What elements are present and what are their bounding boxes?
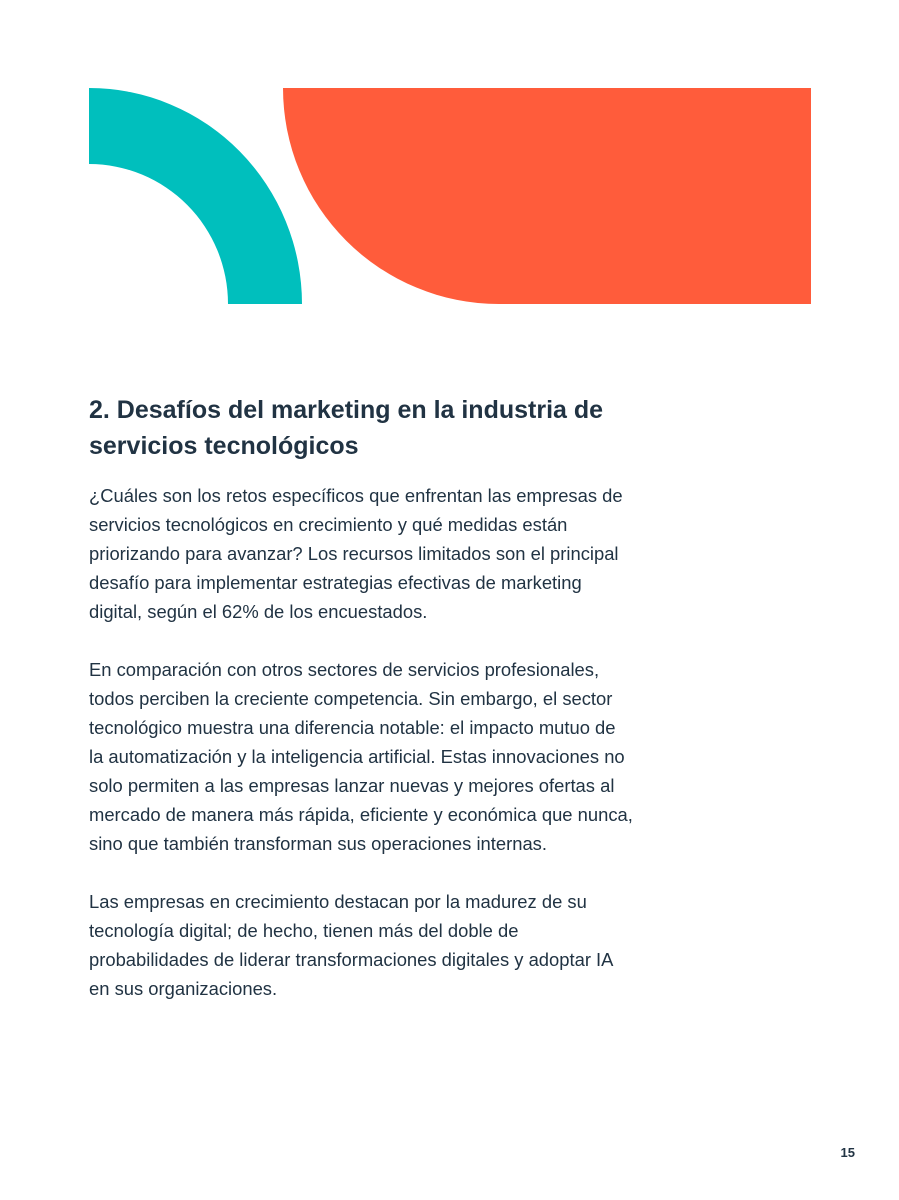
paragraph-1: ¿Cuáles son los retos específicos que enfrentan las empresas de servicios tecnológicos en crecimiento y qué medidas están priorizando para avanzar? Los recursos limitados son el principal desafío para implementar estrategias efectivas de marketing digital, según el 62% de los encuestados. (89, 485, 623, 622)
paragraph-3: Las empresas en crecimiento destacan por la madurez de su tecnología digital; de hecho, tienen más del doble de probabilidades de liderar transformaciones digitales y adoptar IA en sus organizaciones. (89, 891, 613, 999)
section-heading: 2. Desafíos del marketing en la industria de servicios tecnológicos (89, 396, 604, 460)
decorative-header-graphic (0, 0, 899, 320)
page-number: 15 (840, 1145, 855, 1160)
paragraph-2: En comparación con otros sectores de servicios profesionales, todos perciben la creciente competencia. Sin embargo, el sector tecnológico muestra una diferencia notable: el impacto mutuo de la automatización y la inteligencia artificial. Estas innovaciones no solo permiten a las empresas lanzar nuevas y mejores ofertas al mercado de manera más rápida, eficiente y económica que nunca, sino que también transforman sus operaciones internas. (89, 659, 633, 854)
teal-quarter-arc-shape (89, 88, 302, 304)
body-text (89, 481, 634, 1032)
coral-rounded-block-shape (283, 88, 811, 304)
